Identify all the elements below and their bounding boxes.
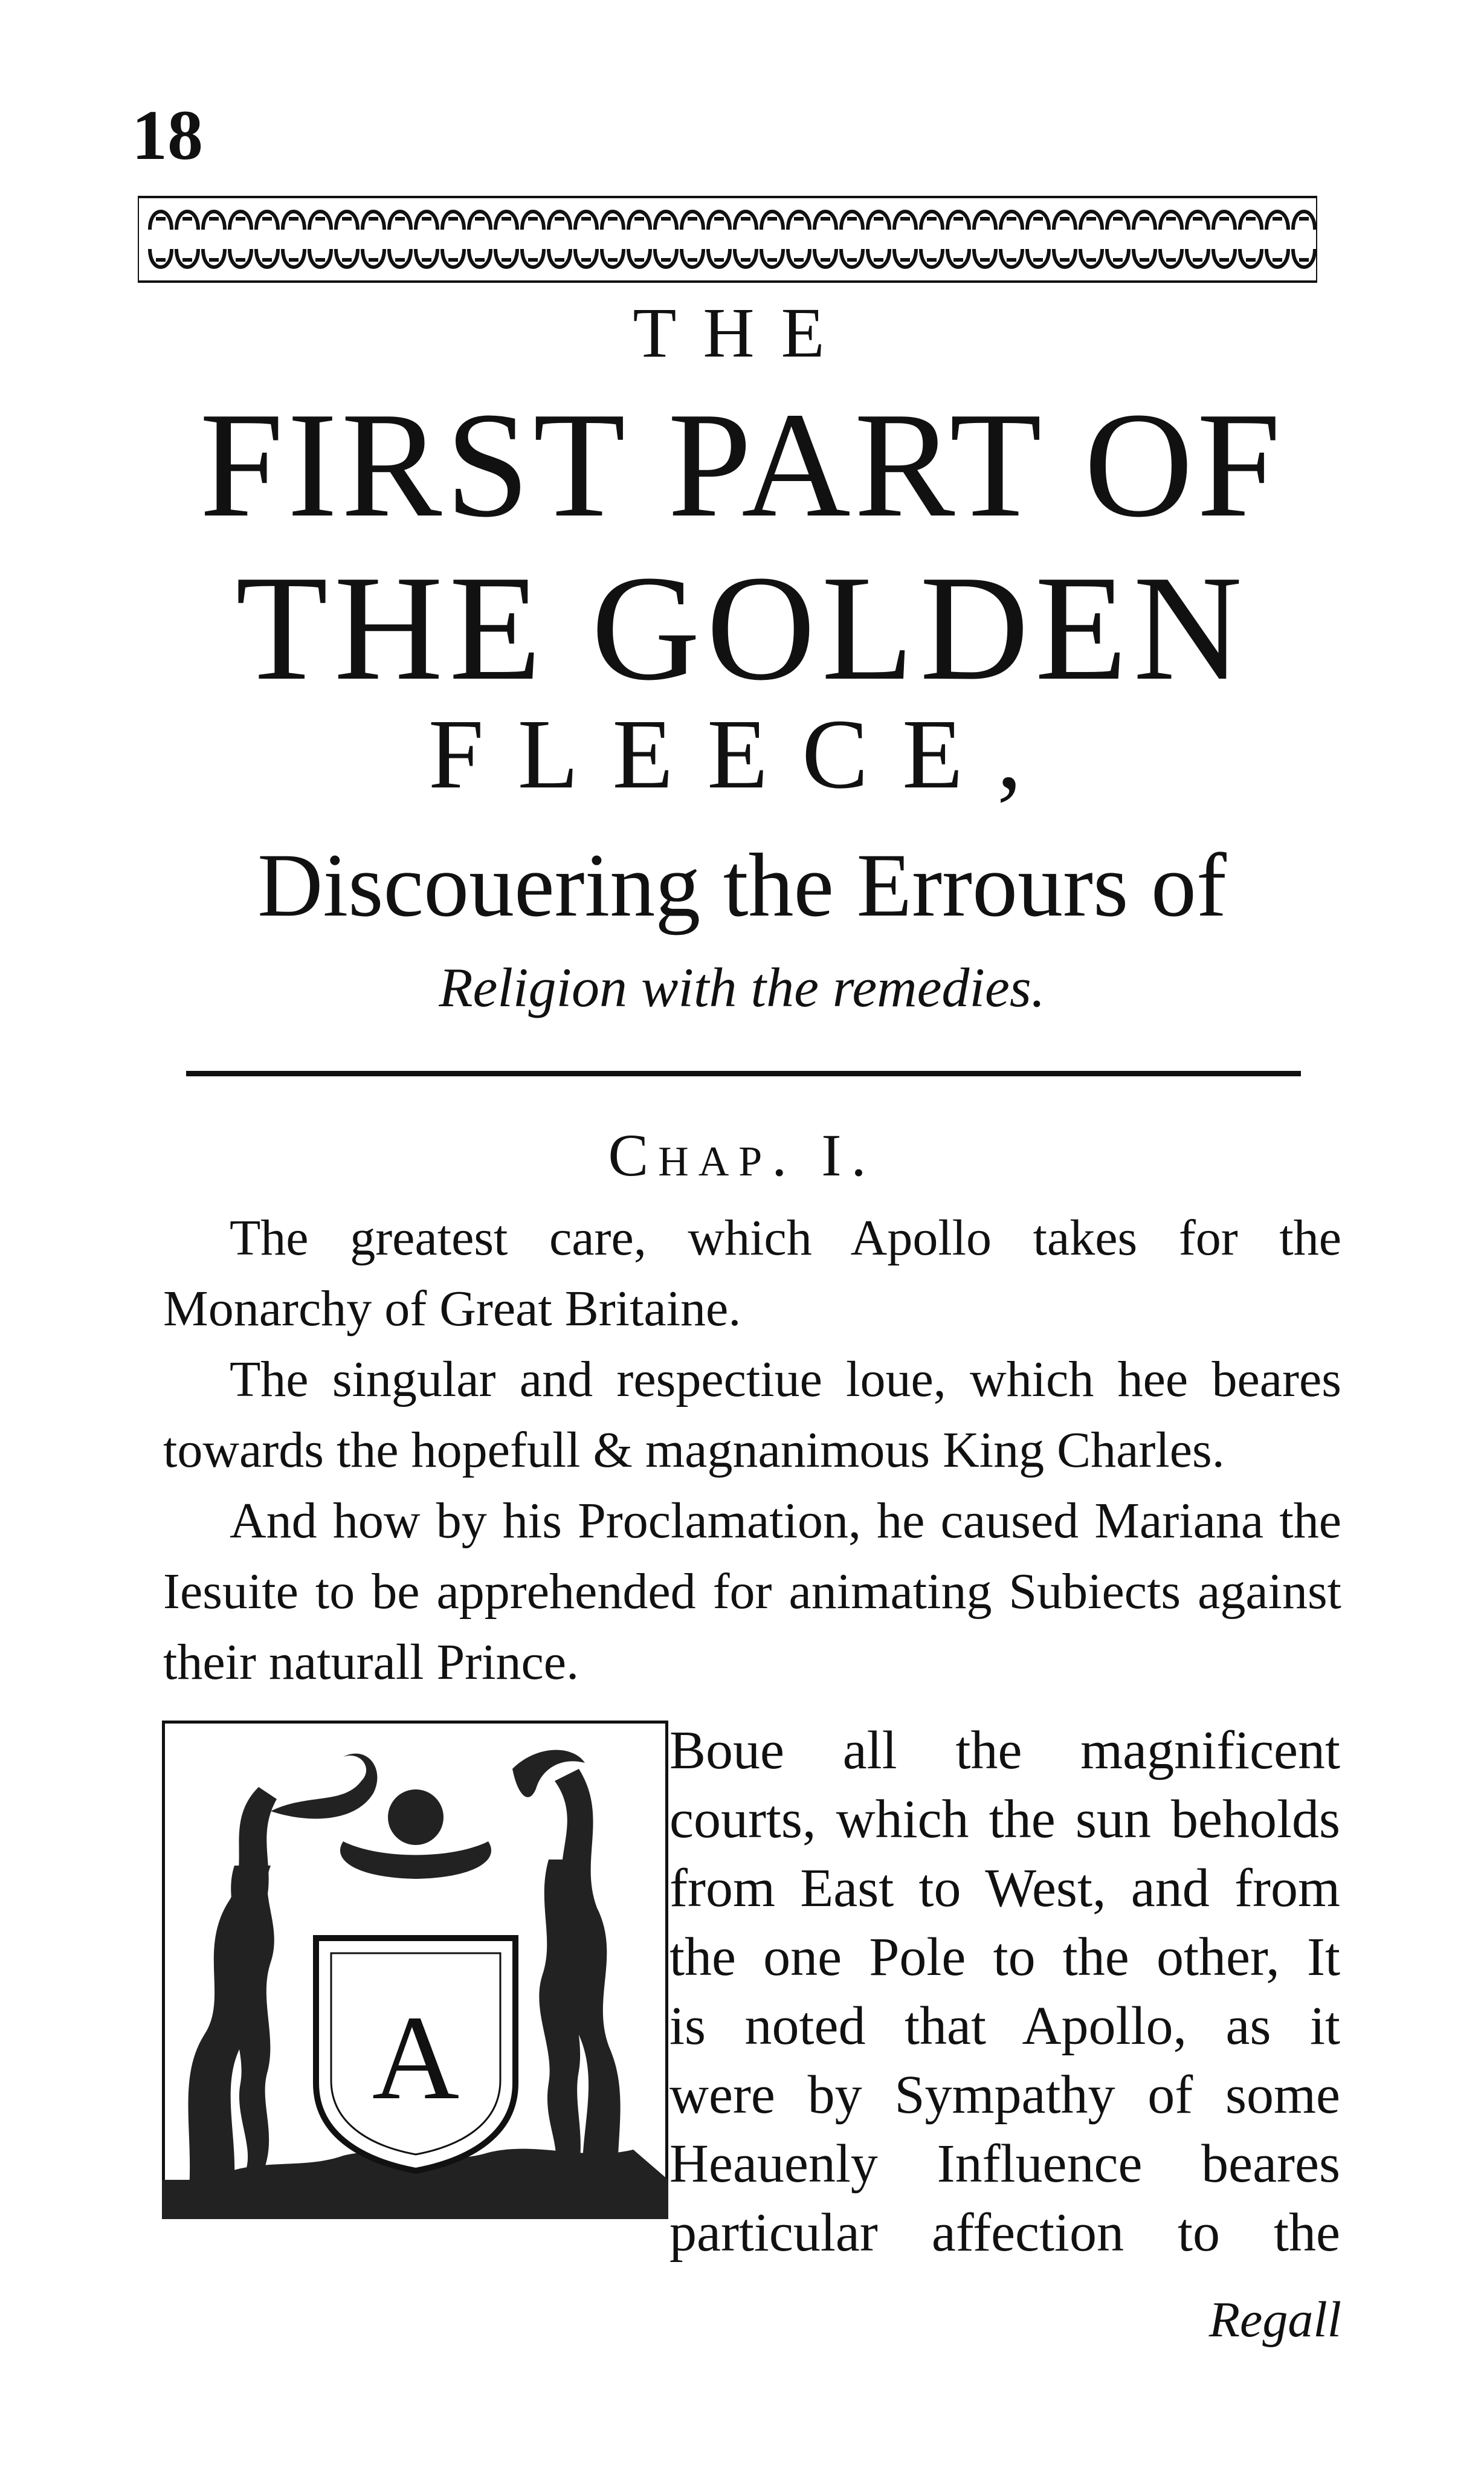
ornament-motif [788,249,810,267]
ornament-motif [655,212,677,230]
body-line: from East to West, and from [669,1858,1340,1918]
ornament-motif [974,212,996,230]
ornament-motif [602,249,624,267]
ornament-motif [841,249,863,267]
ornament-motif [1240,212,1262,230]
title-line-2: THE GOLDEN [235,545,1249,712]
title-line-1: FIRST PART OF [199,381,1285,549]
summary-paragraph-1: The greatest care, which Apollo takes for the Monarchy of Great Britaine. [163,1210,1341,1337]
body-line: courts, which the sun beholds [669,1789,1340,1849]
body-line: were by Sympathy of some [669,2065,1340,2125]
ornament-motif [655,249,677,267]
ornament-motif [1027,212,1049,230]
ornament-motif [230,249,251,267]
ornament-motif [788,212,810,230]
ornament-motif [309,249,331,267]
ornament-motif [1080,249,1102,267]
subtitle-italic: Religion with the remedies. [439,957,1045,1018]
ornament-motif [469,249,491,267]
ornament-motif [309,212,331,230]
ornament-motif [230,212,251,230]
ornament-motif [735,212,757,230]
ornament-motif [522,212,544,230]
ornament-motif [1134,249,1155,267]
ornament-motif [894,212,916,230]
ornament-motif [1001,249,1022,267]
body-line: particular affection to the [669,2203,1340,2263]
ornament-motif [841,212,863,230]
ornament-motif [1080,212,1102,230]
title-the: THE [633,293,851,372]
ornament-motif [1160,249,1182,267]
ornament-motif [416,212,437,230]
ornament-motif [363,249,384,267]
ornament-motif [1266,212,1288,230]
summary-paragraph-3: And how by his Proclamation, he caused Mariana the Iesuite to be apprehended for animating Subiects against their naturall Prince. [163,1493,1341,1690]
ornament-motif [761,249,783,267]
catchword: Regall [1208,2292,1341,2348]
ornament-motif [1213,249,1235,267]
ornament-motif [947,249,969,267]
initial-letter: A [372,1991,460,2125]
ornament-motif [256,249,278,267]
ornament-motif [628,212,650,230]
ornament-motif [150,212,172,230]
ornament-motif [682,212,703,230]
ornament-motif [363,212,384,230]
ornament-motif [974,249,996,267]
ornament-motif [1054,249,1076,267]
horizontal-rule [186,1071,1301,1076]
ornament-motif [176,249,198,267]
ornament-motif [1293,212,1315,230]
ornament-motif [522,249,544,267]
ornament-motif [921,249,943,267]
decorated-initial-woodcut [162,1721,668,2219]
ornament-motif [1240,249,1262,267]
ornament-motif [416,249,437,267]
ornament-motif [1266,249,1288,267]
ornament-motif [549,249,570,267]
body-line: the one Pole to the other, It [669,1927,1340,1987]
ornament-motif [283,212,305,230]
ornament-motif [469,212,491,230]
ornament-motif [708,212,730,230]
title-line-3: FLEECE, [428,699,1056,809]
ornament-motif [708,249,730,267]
ornament-motif [389,249,411,267]
ornament-motif [868,249,889,267]
ornament-motif [682,249,703,267]
ornament-motif [336,212,358,230]
chapter-summary [163,1203,1341,1698]
ornament-motif [1054,212,1076,230]
ornament-motif [575,212,597,230]
ornament-motif [761,212,783,230]
ornament-motif [921,212,943,230]
ornament-motif [602,212,624,230]
body-text [669,1716,1340,2267]
summary-paragraph-2: The singular and respectiue loue, which hee beares towards the hopefull & magnanimous King Charles. [163,1351,1341,1478]
ornament-motif [442,249,464,267]
ornament-motif [150,249,172,267]
ornament-motif [1107,212,1129,230]
ornament-motif [1293,249,1315,267]
ornament-motif [815,212,836,230]
ornament-motif [815,249,836,267]
ornament-motif [256,212,278,230]
chapter-heading: Chap. I. [608,1122,876,1189]
ornament-motif [495,212,517,230]
ornament-motif [442,212,464,230]
ornament-motif [336,249,358,267]
ornament-motif [389,212,411,230]
ornament-motif [203,212,225,230]
ornament-motif [735,249,757,267]
ornament-motif [1160,212,1182,230]
ornament-motif [176,212,198,230]
ornament-motif [1187,212,1208,230]
ornament-motif [203,249,225,267]
ornament-motif [1107,249,1129,267]
ornament-motif [495,249,517,267]
ornament-motif [549,212,570,230]
ornament-motif [283,249,305,267]
body-line: Heauenly Influence beares [669,2134,1340,2194]
ornament-motif [1027,249,1049,267]
body-line: is noted that Apollo, as it [669,1996,1340,2056]
ornament-motif [947,212,969,230]
page-number: 18 [132,95,203,175]
ornament-motif [894,249,916,267]
body-line: Boue all the magnificent [669,1721,1340,1780]
ornament-motif [1001,212,1022,230]
ornament-motif [1187,249,1208,267]
ornament-motif [628,249,650,267]
ornament-motif [575,249,597,267]
ornament-motif [1134,212,1155,230]
subtitle: Discouering the Errours of [257,835,1227,936]
ornament-motif [868,212,889,230]
ornament-motif [1213,212,1235,230]
ornamental-border [138,195,1317,284]
